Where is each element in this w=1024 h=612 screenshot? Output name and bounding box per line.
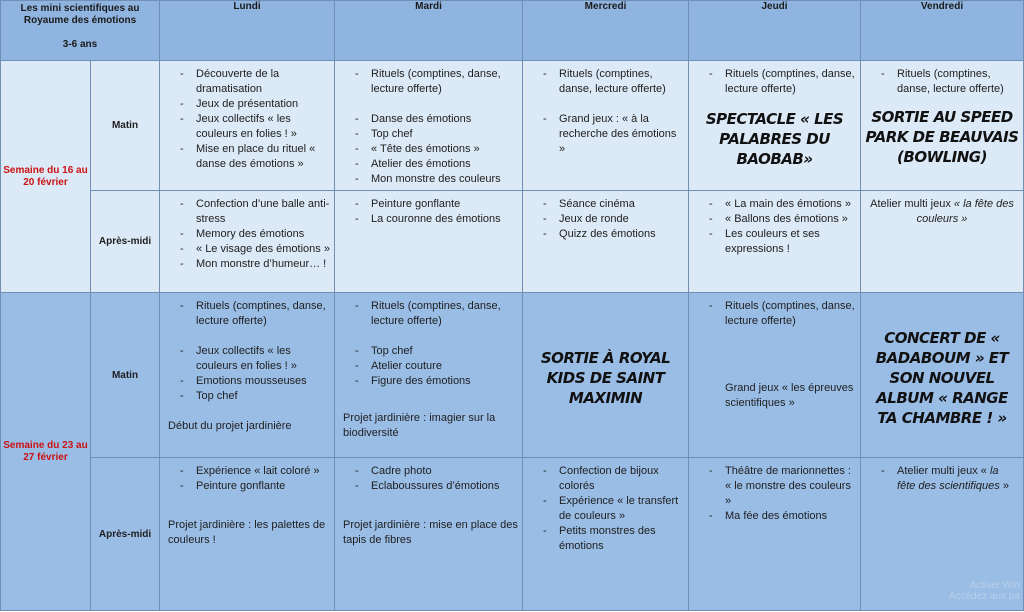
list-item: - Séance cinéma	[527, 197, 684, 212]
list-item: - Expérience « lait coloré »	[164, 464, 330, 479]
week2-morning-mardi	[335, 293, 523, 458]
week2-morning-lundi	[160, 293, 335, 458]
list-item: - Rituels (comptines, danse, lecture offerte)	[339, 299, 518, 329]
list-item: - « Ballons des émotions »	[693, 212, 856, 227]
list-item: - « Tête des émotions »	[339, 142, 518, 157]
list-item: - Jeux de présentation	[164, 97, 330, 112]
project-note: Début du projet jardinière	[168, 420, 292, 432]
event-speed-park: SORTIE AU SPEED PARK DE BEAUVAIS (BOWLING)	[865, 108, 1019, 166]
week1-morning-lundi	[160, 61, 335, 191]
project-note: Projet jardinière : imagier sur la biodiversité	[343, 412, 496, 439]
list-item: - Top chef	[339, 127, 518, 142]
list-item: - Théâtre de marionnettes : « le monstre des couleurs »	[693, 464, 856, 509]
list-item: - Memory des émotions	[164, 227, 330, 242]
list-item: - Mise en place du rituel « danse des émotions »	[164, 142, 330, 172]
list-item: - Atelier des émotions	[339, 157, 518, 172]
list-item: - Peinture gonflante	[164, 479, 330, 494]
list-item: - Rituels (comptines, danse, lecture offerte)	[693, 67, 856, 97]
list-item: - Les couleurs et ses expressions !	[693, 227, 856, 257]
project-note: Grand jeux « les épreuves scientifiques »	[725, 382, 854, 409]
day-header-mercredi: Mercredi	[523, 1, 689, 61]
list-item: - Jeux collectifs « les couleurs en folies ! »	[164, 344, 330, 374]
week1-morning-row	[1, 61, 1024, 191]
list-item: - Ma fée des émotions	[693, 509, 856, 524]
title-text: Les mini scientifiques au Royaume des émotions	[20, 3, 140, 26]
week2-morning-mercredi	[523, 293, 689, 458]
week1-morning-mardi	[335, 61, 523, 191]
week1-label: Semaine du 16 au 20 février	[1, 61, 91, 293]
week1-afternoon-label: Après-midi	[91, 191, 160, 293]
list-item: - Petits monstres des émotions	[527, 524, 684, 554]
week1-morning-label: Matin	[91, 61, 160, 191]
list-item: - Top chef	[339, 344, 518, 359]
week1-afternoon-jeudi	[689, 191, 861, 293]
week1-morning-vendredi	[861, 61, 1024, 191]
watermark-line: Activer Win	[969, 580, 1020, 591]
week2-afternoon-label: Après-midi	[91, 458, 160, 611]
list-item: - Figure des émotions	[339, 374, 518, 389]
list-item: - Emotions mousseuses	[164, 374, 330, 389]
list-item: - « Le visage des émotions »	[164, 242, 330, 257]
list-item: - Mon monstre d’humeur… !	[164, 257, 330, 272]
list-item: - Rituels (comptines, danse, lecture offerte)	[527, 67, 684, 97]
list-item: - Quizz des émotions	[527, 227, 684, 242]
list-item: - Rituels (comptines, danse, lecture offerte)	[339, 67, 518, 97]
week1-morning-jeudi	[689, 61, 861, 191]
list-item: - Top chef	[164, 389, 330, 404]
day-header-vendredi: Vendredi	[861, 1, 1024, 61]
week2-morning-row	[1, 293, 1024, 458]
week1-afternoon-mercredi	[523, 191, 689, 293]
project-note: Projet jardinière : les palettes de couleurs !	[168, 519, 326, 546]
list-item: - Atelier couture	[339, 359, 518, 374]
list-item	[865, 464, 1019, 494]
list-item: - Découverte de la dramatisation	[164, 67, 330, 97]
list-item: - Grand jeux : « à la recherche des émotions »	[527, 112, 684, 157]
event-spectacle: SPECTACLE « LES PALABRES DU BAOBAB»	[705, 110, 844, 168]
week1-afternoon-vendredi	[861, 191, 1024, 293]
activity-italic-text: la fête des scientifiques	[897, 465, 1000, 492]
activity-text: Atelier multi jeux «	[897, 465, 987, 477]
list-item: - Rituels (comptines, danse, lecture offerte)	[164, 299, 330, 329]
activity-text: Atelier multi jeux	[870, 198, 951, 210]
week2-morning-vendredi	[861, 293, 1024, 458]
week2-afternoon-lundi	[160, 458, 335, 611]
age-range: 3-6 ans	[62, 39, 98, 50]
list-item: - « La main des émotions »	[693, 197, 856, 212]
list-item: - Rituels (comptines, danse, lecture offerte)	[865, 67, 1019, 97]
week2-afternoon-mercredi	[523, 458, 689, 611]
list-item: - Expérience « le transfert de couleurs »	[527, 494, 684, 524]
week2-afternoon-mardi	[335, 458, 523, 611]
schedule-title	[1, 1, 160, 61]
list-item: - Jeux de ronde	[527, 212, 684, 227]
week2-morning-jeudi	[689, 293, 861, 458]
week2-morning-label: Matin	[91, 293, 160, 458]
activation-watermark	[949, 580, 1020, 602]
week2-label: Semaine du 23 au 27 février	[1, 293, 91, 611]
list-item: - Mon monstre des couleurs	[339, 172, 518, 187]
week1-afternoon-row	[1, 191, 1024, 293]
week2-afternoon-row	[1, 458, 1024, 611]
week2-afternoon-jeudi	[689, 458, 861, 611]
list-item: - Cadre photo	[339, 464, 518, 479]
list-item: - Confection d’une balle anti-stress	[164, 197, 330, 227]
list-item: - Jeux collectifs « les couleurs en folies ! »	[164, 112, 330, 142]
day-header-lundi: Lundi	[160, 1, 335, 61]
project-note: Projet jardinière : mise en place des tapis de fibres	[343, 519, 518, 546]
day-header-mardi: Mardi	[335, 1, 523, 61]
week1-afternoon-mardi	[335, 191, 523, 293]
day-header-jeudi: Jeudi	[689, 1, 861, 61]
event-concert: CONCERT DE « BADABOUM » ET SON NOUVEL ALBUM « RANGE TA CHAMBRE ! »	[875, 329, 1009, 427]
list-item: - Rituels (comptines, danse, lecture offerte)	[693, 299, 856, 329]
activity-text: »	[1002, 480, 1009, 492]
watermark-line: Accédez aux pa	[948, 591, 1020, 602]
list-item: - Peinture gonflante	[339, 197, 518, 212]
week1-morning-mercredi	[523, 61, 689, 191]
list-item: - Eclaboussures d’émotions	[339, 479, 518, 494]
list-item: - La couronne des émotions	[339, 212, 518, 227]
activity-italic-text: « la fête des couleurs »	[916, 198, 1014, 225]
list-item: - Confection de bijoux colorés	[527, 464, 684, 494]
week1-afternoon-lundi	[160, 191, 335, 293]
list-item: - Danse des émotions	[339, 112, 518, 127]
event-royal-kids: SORTIE À ROYAL KIDS DE SAINT MAXIMIN	[540, 349, 671, 407]
